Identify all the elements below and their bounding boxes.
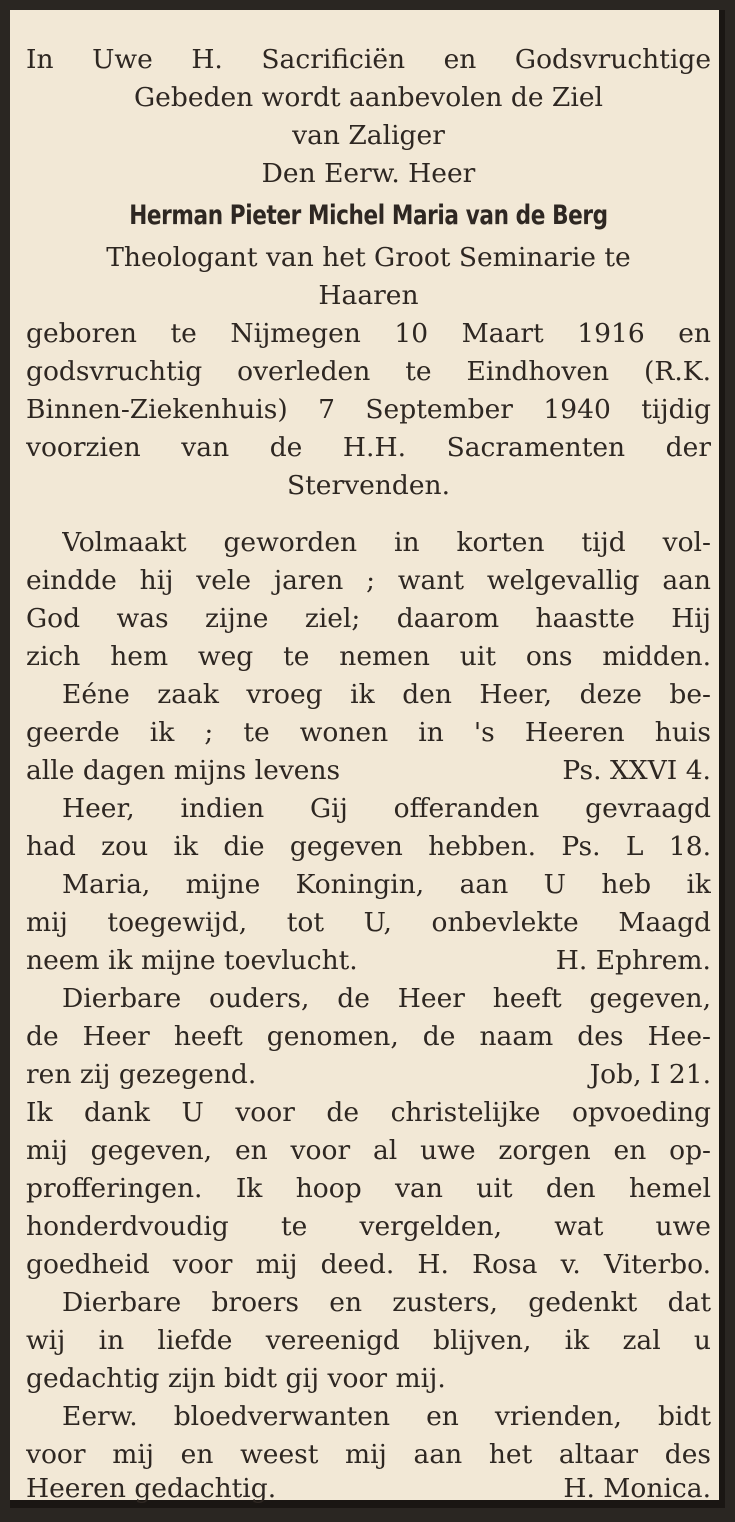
verse-line: mij toegewijd, tot U, onbevlekte Maagd xyxy=(26,907,711,938)
verse-line: Volmaakt geworden in korten tijd vol- xyxy=(62,527,711,558)
verse-line: gedachtig zijn bidt gij voor mij. xyxy=(26,1363,446,1394)
verse-line: Dierbare broers en zusters, gedenkt dat xyxy=(62,1287,711,1318)
verse-line xyxy=(26,1474,711,1504)
verse-reference: Job, I 21. xyxy=(589,1059,711,1090)
verse-line: geerde ik ; te wonen in 's Heeren huis xyxy=(26,717,711,748)
verse-line: mij gegeven, en voor al uwe zorgen en op- xyxy=(26,1135,711,1166)
verse-line: de Heer heeft genomen, de naam des Hee- xyxy=(26,1021,711,1052)
verse-reference: Ps. XXVI 4. xyxy=(562,755,711,786)
verse-line: Dierbare ouders, de Heer heeft gegeven, xyxy=(62,983,711,1014)
verse-line: goedheid voor mij deed. H. Rosa v. Viterbo. xyxy=(26,1249,711,1280)
verse-line: God was zijne ziel; daarom haastte Hij xyxy=(26,603,711,634)
verse-line: Eerw. bloedverwanten en vrienden, bidt xyxy=(62,1401,711,1432)
verse-text: Heeren gedachtig. xyxy=(26,1474,277,1504)
verse-reference: H. Monica. xyxy=(563,1474,711,1504)
verse-line xyxy=(26,752,711,790)
verse-line xyxy=(26,1056,711,1094)
verse-line: zich hem weg te nemen uit ons midden. xyxy=(26,641,711,672)
header-line: Gebeden wordt aanbevolen de Ziel xyxy=(134,82,603,113)
header-line: In Uwe H. Sacrificiën en Godsvruchtige xyxy=(26,44,711,75)
memorial-card xyxy=(10,10,725,1508)
header-line: voorzien van de H.H. Sacramenten der xyxy=(26,432,711,463)
header-line: Den Eerw. Heer xyxy=(261,158,476,189)
header-line: Stervenden. xyxy=(286,470,450,501)
verse-line: Eéne zaak vroeg ik den Heer, deze be- xyxy=(62,679,711,710)
verse-line: wij in liefde vereenigd blijven, ik zal u xyxy=(26,1325,711,1356)
verse-line: voor mij en weest mij aan het altaar des xyxy=(26,1439,711,1470)
verse-line: Heer, indien Gij offeranden gevraagd xyxy=(62,793,711,824)
header-line: geboren te Nijmegen 10 Maart 1916 en xyxy=(26,318,711,349)
verse-reference: H. Ephrem. xyxy=(555,945,711,976)
header-line: godsvruchtig overleden te Eindhoven (R.K. xyxy=(26,356,711,387)
verse-text: alle dagen mijns levens xyxy=(26,755,341,786)
verse-line: had zou ik die gegeven hebben. Ps. L 18. xyxy=(26,831,711,862)
verse-text: neem ik mijne toevlucht. xyxy=(26,945,358,976)
verse-line: honderdvoudig te vergelden, wat uwe xyxy=(26,1211,711,1242)
header-line: Haaren xyxy=(318,280,419,311)
deceased-name: Herman Pieter Michel Maria van de Berg xyxy=(129,200,608,231)
verse-line: eindde hij vele jaren ; want welgevallig aan xyxy=(26,565,711,596)
verse-line: profferingen. Ik hoop van uit den hemel xyxy=(26,1173,711,1204)
verse-line: Ik dank U voor de christelijke opvoeding xyxy=(26,1097,711,1128)
header-line: van Zaliger xyxy=(292,120,445,151)
verse-text: ren zij gezegend. xyxy=(26,1059,257,1090)
verse-line xyxy=(26,942,711,980)
header-line: Binnen-Ziekenhuis) 7 September 1940 tijdig xyxy=(26,394,711,425)
header-line: Theologant van het Groot Seminarie te xyxy=(106,242,631,273)
verse-line: Maria, mijne Koningin, aan U heb ik xyxy=(62,869,711,900)
